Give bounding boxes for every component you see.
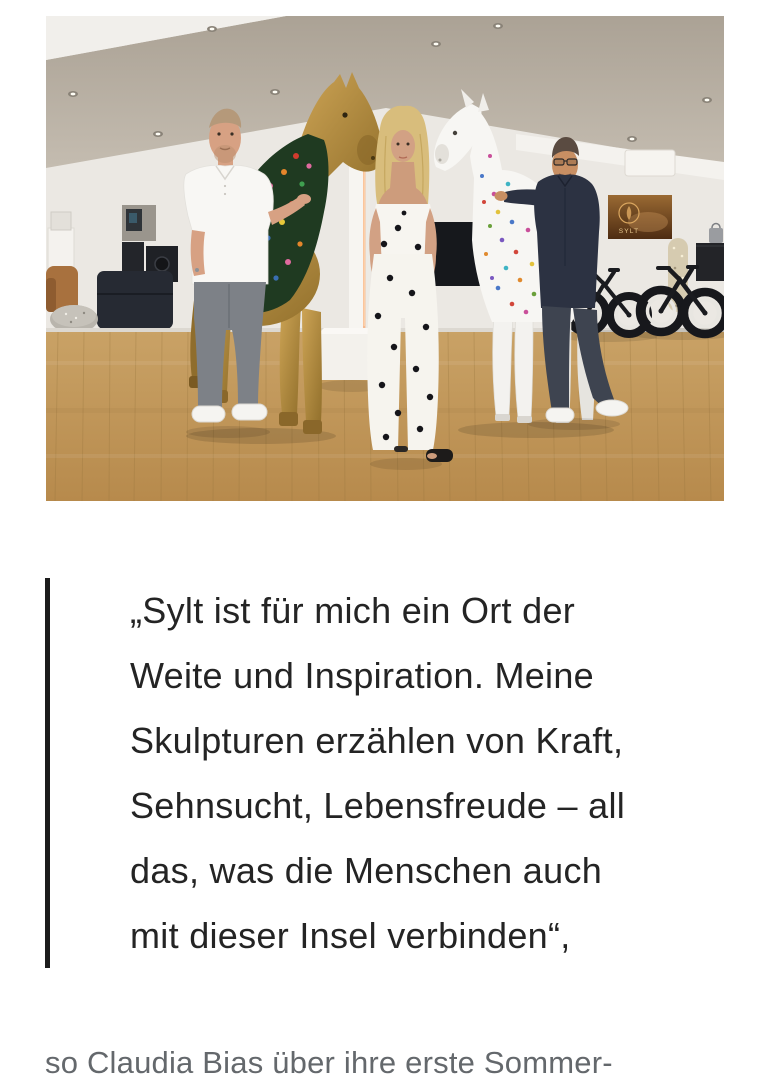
quote-line: Sehnsucht, Lebensfreude – all — [130, 785, 626, 826]
quote-line: Weite und Inspiration. Meine — [130, 655, 594, 696]
photo-scene — [46, 16, 724, 501]
article-photo — [46, 16, 724, 501]
quote-line: mit dieser Insel verbinden“, — [130, 915, 571, 956]
pull-quote — [45, 578, 705, 968]
quote-line: das, was die Menschen auch — [130, 850, 603, 891]
sylt-canvas — [608, 195, 672, 239]
quote-text — [50, 578, 625, 968]
quote-line: „Sylt ist für mich ein Ort der — [130, 590, 576, 631]
sylt-canvas-label: SYLT — [618, 228, 640, 235]
body-paragraph: so Claudia Bias über ihre erste Sommer- — [45, 1045, 613, 1080]
quote-line: Skulpturen erzählen von Kraft, — [130, 720, 624, 761]
